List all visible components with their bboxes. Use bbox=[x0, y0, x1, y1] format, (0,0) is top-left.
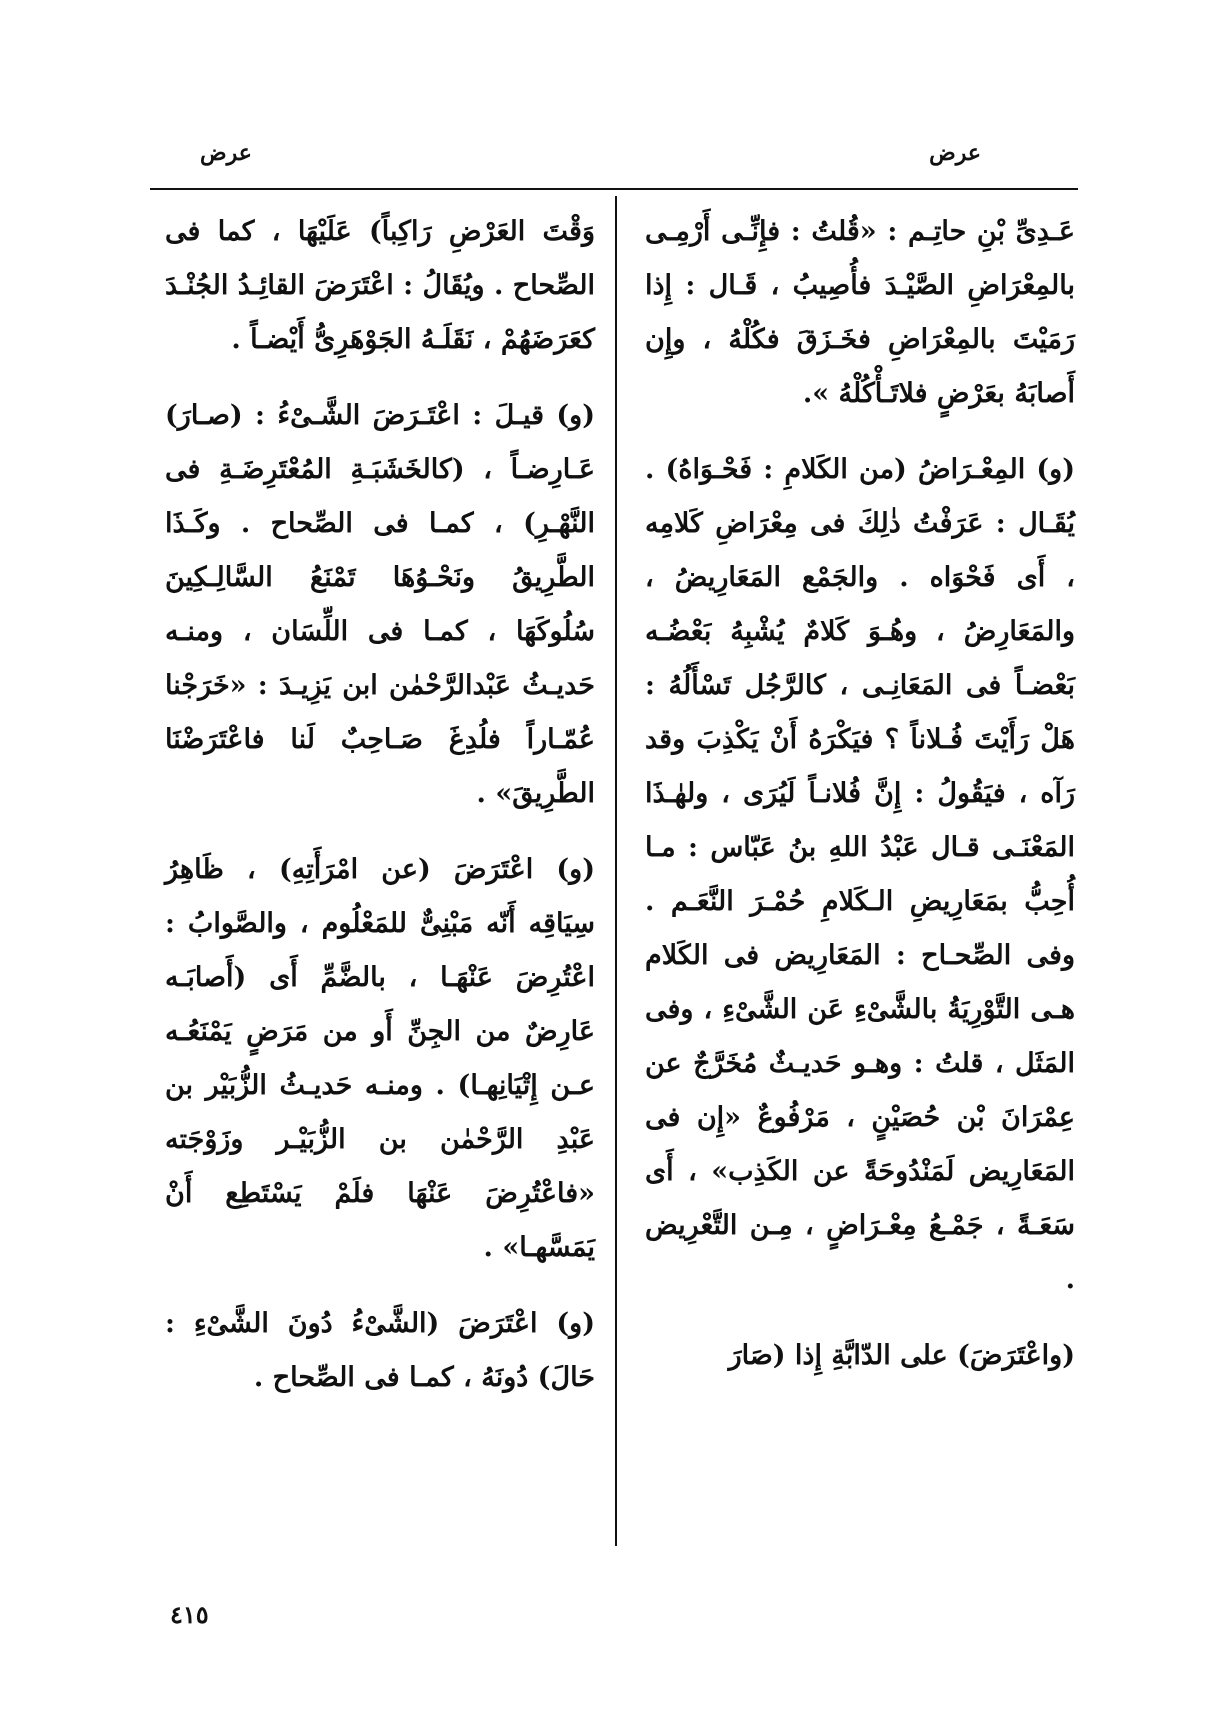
paragraph: (و) قيـلَ : اعْتَـرَضَ الشَّـىْءُ : (صـارَ) عَـارِضـاً ، (كالخَشَبَـةِ المُعْتَرِضَـةِ فى النَّهْـرِ) ، كمـا فى الصِّحاح . وكَـذَا الطَّرِيقُ ونَحْـوُهَا تَمْنَعُ السَّالِـكِينَ سُلُوكَهَا ، كمـا فى اللِّسَان ، ومنـه حَديـثُ عَبْدالرَّحْمٰن ابن يَزِيـدَ : «خَرَجْنا عُمّـاراً فلُدِغَ صَـاحِبٌ لَنا فاعْتَرَضْنَا الطَّرِيقَ» . bbox=[165, 400, 595, 809]
paragraph: عَـدِىِّ بْنِ حاتِـم : «قُلتُ : فإِنِّـى أَرْمِـى بالمِعْرَاضِ الصَّيْـدَ فأُصِيبُ ، قَـال : إِذا رَمَيْتَ بالمِعْرَاضِ فخَـزَقَ فكُلْهُ ، وإِن أَصابَهُ بعَرْضٍ فلاتَـأْكُلْهُ ». bbox=[645, 216, 1075, 409]
running-head-right: عرض bbox=[929, 140, 981, 166]
paragraph: (و) اعْتَرَضَ (عن امْرَأَتِهِ) ، ظَاهِرُ سِيَاقِه أَنّه مَبْنِىٌّ للمَعْلُوم ، والصَّوابُ : اعْتُرِضَ عَنْهَـا ، بالضَّمِّ أَى (أَصابَـه عَارِضٌ من الجِنِّ أَو من مَرَضٍ يَمْنَعُـه عـن إِتْيَانِهـا) . ومنـه حَديـثُ الزُّبَيْر بن عَبْدِ الرَّحْمٰن بن الزُّبَيْـر وزَوْجَته «فاعْتُرِضَ عَنْهَا فلَمْ يَسْتَطِع أَنْ يَمَسَّهـا» . bbox=[165, 854, 595, 1263]
column-divider bbox=[615, 196, 617, 1546]
paragraph: (و) المِعْـرَاضُ (من الكَلامِ : فَحْـوَاهُ) . يُقَـال : عَرَفْتُ ذٰلِكَ فى مِعْرَاضِ كَلامِه ، أَى فَحْوَاه . والجَمْع المَعَارِيضُ ، والمَعَارِضُ ، وهُـوَ كَلامٌ يُشْبِهُ بَعْضُـه بَعْضـاً فى المَعَانِـى ، كالرَّجُل تَسْأَلُهُ : هَلْ رَأَيْتَ فُـلاناً ؟ فيَكْرَهُ أَنْ يَكْذِبَ وقد رَآه ، فيَقُولُ : إِنَّ فُلانـاً لَيُرَى ، ولهٰـذَا المَعْنَـى قـال عَبْدُ اللهِ بنُ عَبّاس : مـا أُحِبُّ بمَعَارِيضِ الـكَلامِ حُمْـرَ النَّعَـم . وفى الصِّحـاح : المَعَارِيض فى الكَلام هـى التَّوْرِيَةُ بالشَّىْءِ عَن الشَّىْءِ ، وفى المَثَل ، قلتُ : وهـو حَديـثٌ مُخَرَّجٌ عن عِمْرَانَ بْن حُصَيْنٍ ، مَرْفُوعٌ «إِن فى المَعَارِيض لَمَنْدُوحَةً عن الكَذِب» ، أَى سَعَـةً ، جَمْـعُ مِعْـرَاضٍ ، مِـن التَّعْرِيض . bbox=[645, 454, 1075, 1295]
paragraph: (و) اعْتَرَضَ (الشَّىْءُ دُونَ الشَّىْءِ : حَالَ) دُونَهُ ، كمـا فى الصِّحاح . bbox=[165, 1308, 595, 1393]
page-number: ٤١٥ bbox=[170, 1600, 209, 1629]
right-column bbox=[645, 205, 1075, 1405]
running-head-left: عرض bbox=[200, 140, 252, 166]
paragraph: (واعْتَرَضَ) على الدّابَّةِ إِذا (صَارَ bbox=[728, 1340, 1075, 1371]
left-column bbox=[165, 205, 595, 1427]
header-rule bbox=[150, 188, 1078, 190]
paragraph: وَقْتَ العَرْضِ رَاكِباً) عَلَيْهَا ، كما فى الصِّحاح . ويُقَالُ : اعْتَرَضَ القائِـدُ الجُنْـدَ كعَرَضَهُمْ ، نَقَلَـهُ الجَوْهَرِىُّ أَيْضـاً . bbox=[165, 216, 595, 355]
